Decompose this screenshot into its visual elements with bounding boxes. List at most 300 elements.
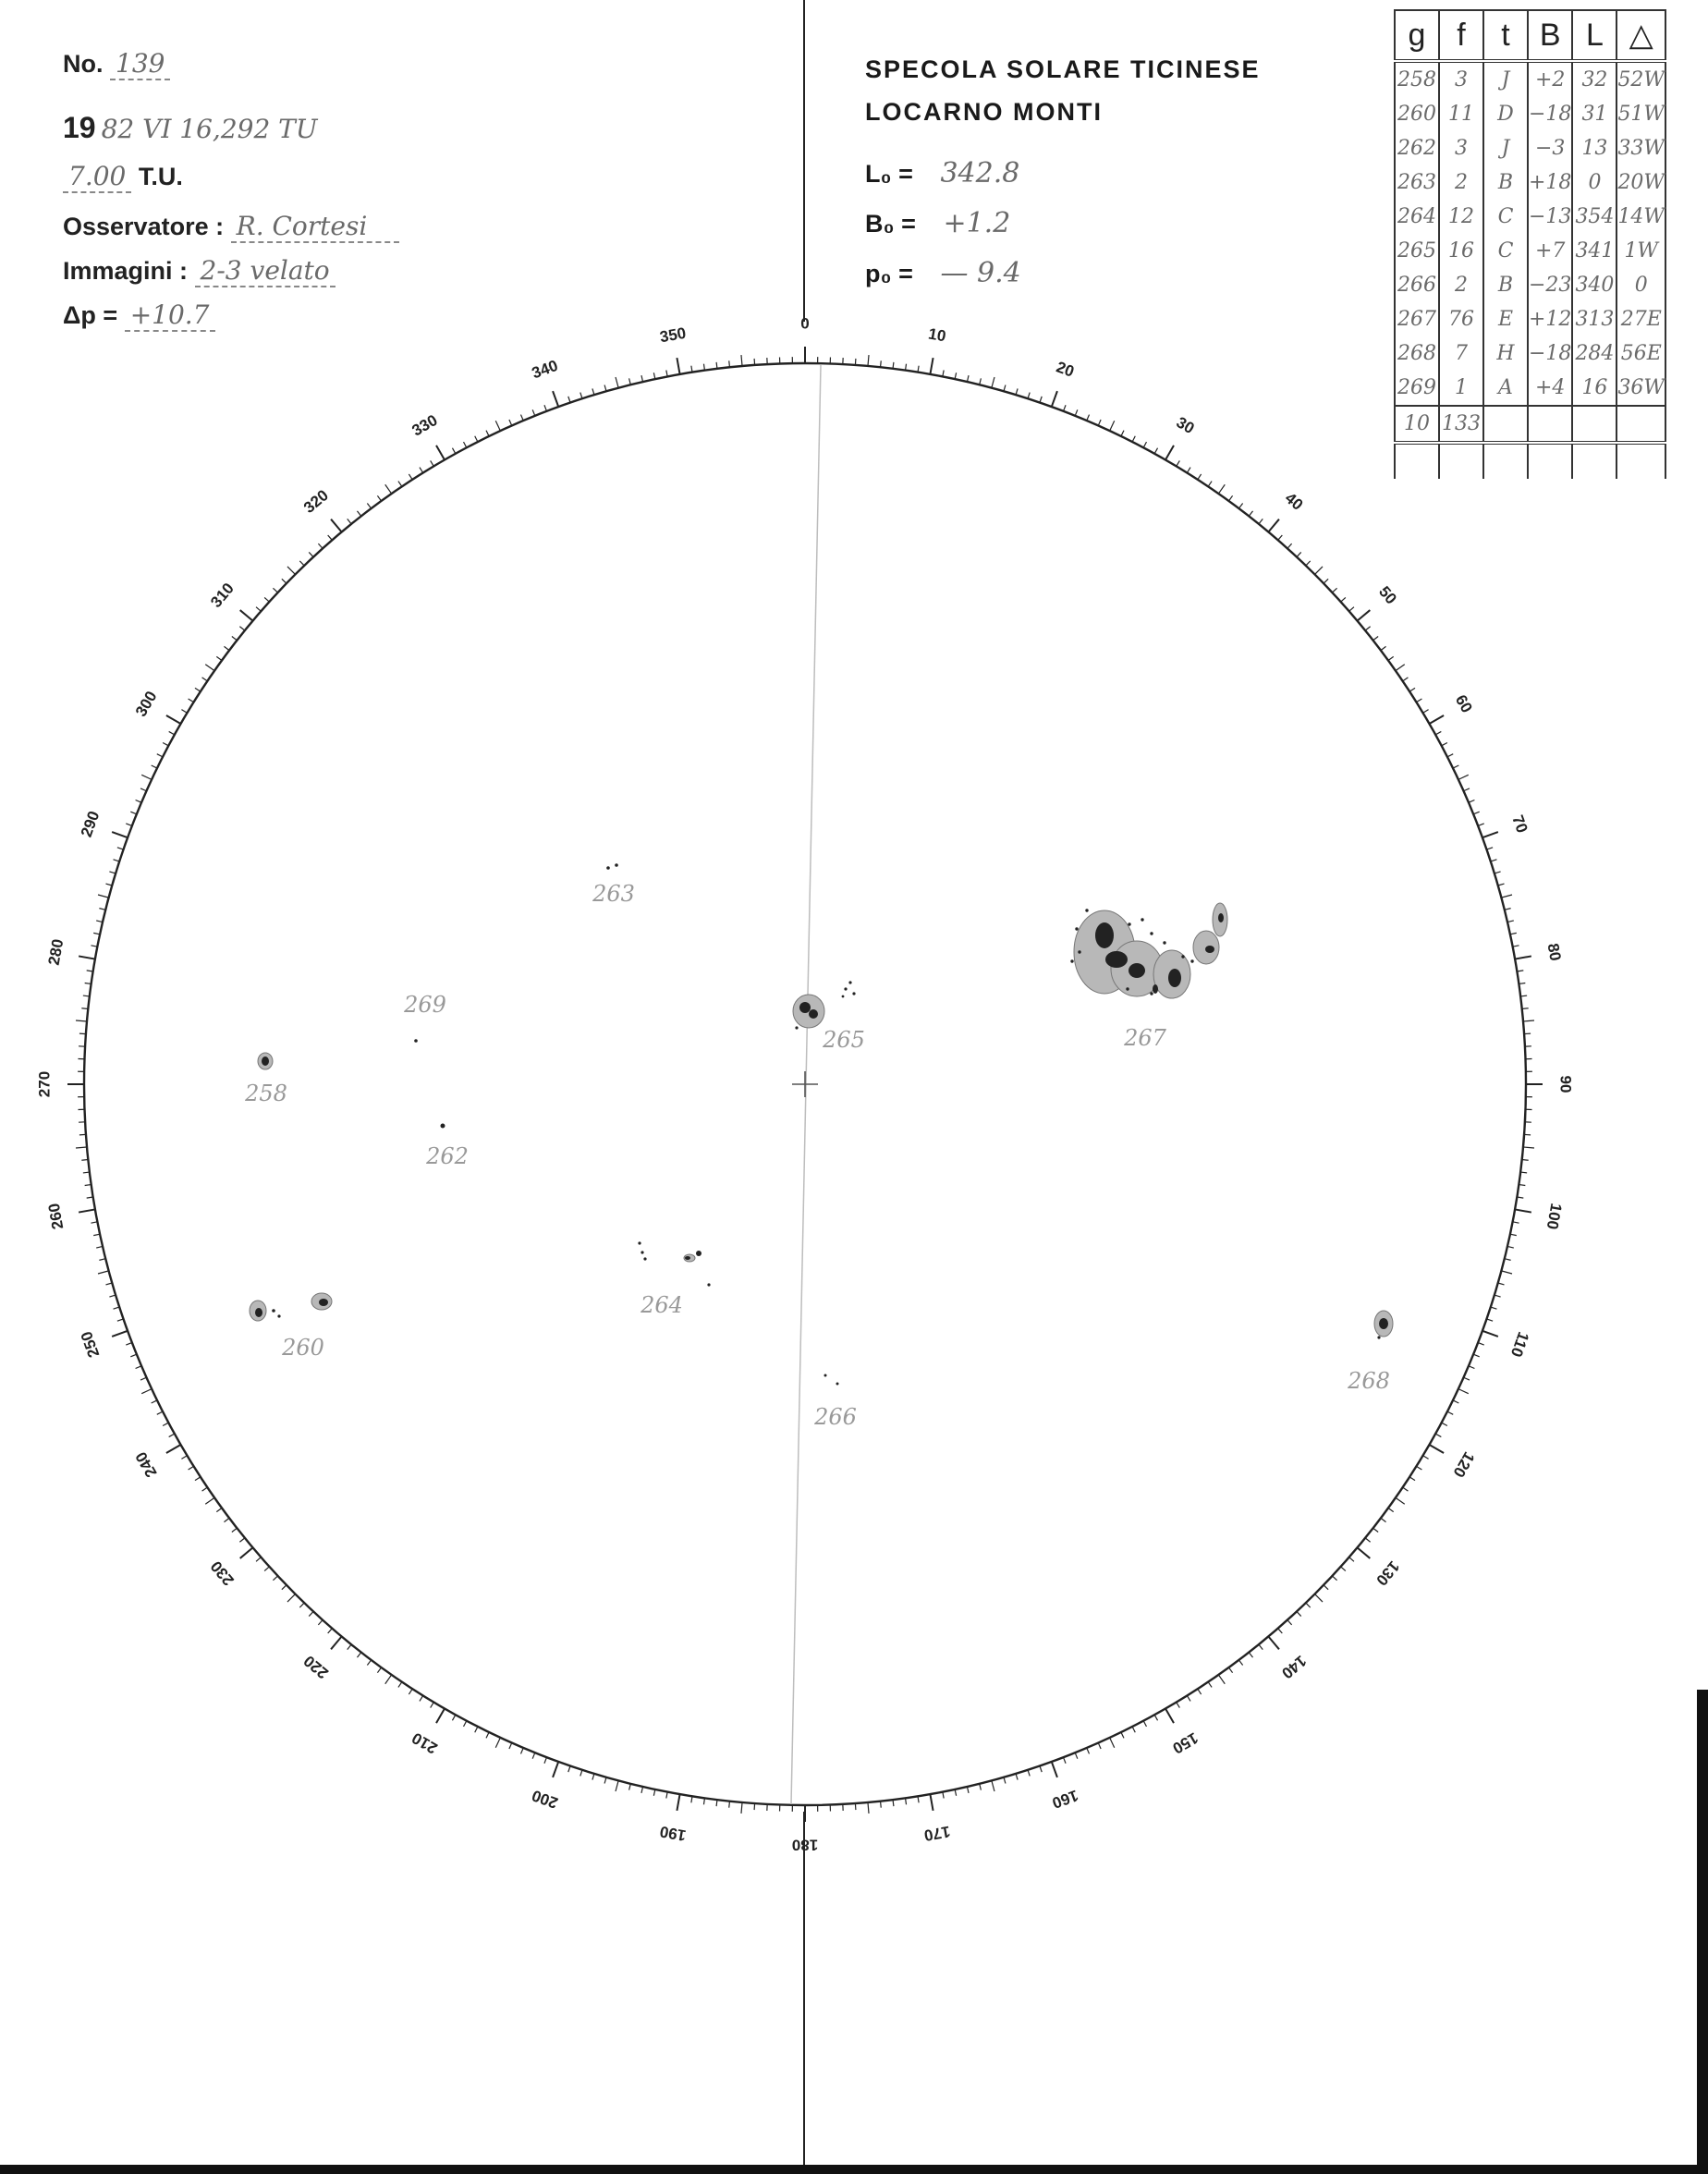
l0-value: 342.8 bbox=[940, 157, 1020, 189]
spot-pore bbox=[824, 1374, 827, 1377]
table-cell: H bbox=[1483, 336, 1528, 371]
table-cell: +7 bbox=[1528, 234, 1572, 268]
scale-tick bbox=[1228, 1667, 1232, 1673]
observer-label: Osservatore : bbox=[63, 213, 225, 240]
scale-tick bbox=[367, 503, 371, 508]
scale-tick bbox=[189, 699, 194, 702]
scale-tick bbox=[1473, 812, 1479, 814]
scale-tick bbox=[1416, 1466, 1421, 1470]
year-prefix: 19 bbox=[63, 111, 96, 144]
spot-umbra bbox=[799, 1002, 811, 1013]
spot-umbra bbox=[1205, 946, 1214, 953]
scale-tick bbox=[1004, 385, 1006, 391]
scale-tick bbox=[1473, 1354, 1479, 1357]
scale-tick bbox=[1494, 872, 1501, 873]
scale-tick bbox=[1087, 1748, 1090, 1753]
scale-label: 240 bbox=[131, 1448, 161, 1481]
scale-tick bbox=[299, 1603, 304, 1607]
scale-tick bbox=[641, 375, 643, 382]
spot-umbra bbox=[319, 1299, 328, 1306]
scale-tick bbox=[224, 646, 229, 650]
scale-label: 170 bbox=[922, 1822, 952, 1845]
scale-tick bbox=[385, 484, 392, 494]
scale-tick bbox=[398, 482, 402, 487]
scale-tick bbox=[1238, 503, 1242, 508]
scale-tick bbox=[716, 1800, 717, 1806]
scale-tick bbox=[1349, 607, 1354, 612]
scale-tick bbox=[653, 373, 654, 379]
scale-tick bbox=[967, 375, 969, 382]
scale-tick bbox=[943, 370, 944, 376]
scale-tick bbox=[81, 1008, 88, 1009]
scale-tick bbox=[1458, 775, 1469, 779]
scale-tick bbox=[1198, 474, 1202, 480]
scan-edge-shadow bbox=[1697, 1690, 1708, 2170]
scale-tick bbox=[1482, 1331, 1498, 1337]
scale-tick bbox=[98, 1271, 109, 1274]
sunspot-group-266 bbox=[824, 1374, 839, 1386]
b0-label: B₀ = bbox=[865, 210, 916, 238]
scale-tick bbox=[616, 377, 618, 388]
scale-label: 20 bbox=[1054, 358, 1077, 381]
scale-tick bbox=[91, 946, 97, 947]
scale-tick bbox=[140, 788, 146, 791]
scale-label: 350 bbox=[658, 324, 688, 347]
scale-tick bbox=[1358, 1547, 1371, 1558]
scale-tick bbox=[377, 1667, 381, 1673]
spot-pore bbox=[1377, 1336, 1380, 1338]
table-cell: 76 bbox=[1439, 302, 1483, 336]
scale-tick bbox=[117, 1319, 124, 1321]
observatory-location: LOCARNO MONTI bbox=[865, 98, 1103, 126]
scale-tick bbox=[544, 1757, 547, 1764]
scale-label: 0 bbox=[800, 314, 810, 333]
sunspot-group-265 bbox=[793, 981, 856, 1029]
scale-tick bbox=[1358, 610, 1371, 621]
scale-tick bbox=[166, 715, 181, 724]
spot-pore bbox=[1150, 932, 1153, 934]
table-cell: 51W bbox=[1616, 97, 1665, 131]
scale-tick bbox=[420, 1695, 423, 1701]
scale-tick bbox=[452, 448, 455, 454]
group-label: 262 bbox=[426, 1143, 469, 1169]
table-cell: 32 bbox=[1572, 61, 1616, 97]
scale-tick bbox=[1498, 884, 1505, 885]
scale-label: 60 bbox=[1451, 691, 1476, 716]
scale-tick bbox=[1515, 1209, 1531, 1212]
totals-cell: 133 bbox=[1439, 406, 1483, 443]
group-label: 260 bbox=[282, 1335, 324, 1361]
table-cell: −3 bbox=[1528, 131, 1572, 165]
scale-label: 290 bbox=[77, 808, 104, 840]
scale-tick bbox=[568, 397, 570, 403]
table-cell: 33W bbox=[1616, 131, 1665, 165]
time-unit: T.U. bbox=[138, 163, 183, 190]
scale-label: 80 bbox=[1543, 942, 1565, 963]
scale-tick bbox=[980, 1784, 982, 1790]
scale-tick bbox=[1396, 1497, 1405, 1504]
b0-value: +1.2 bbox=[943, 207, 1011, 239]
scale-tick bbox=[331, 1637, 342, 1650]
table-cell: J bbox=[1483, 131, 1528, 165]
table-cell: 11 bbox=[1439, 97, 1483, 131]
scale-tick bbox=[1132, 1727, 1135, 1732]
date-value: 82 VI 16,292 TU bbox=[101, 114, 318, 144]
table-cell: +12 bbox=[1528, 302, 1572, 336]
scale-label: 70 bbox=[1508, 812, 1531, 836]
table-cell: +18 bbox=[1528, 165, 1572, 200]
scale-tick bbox=[881, 360, 882, 367]
images-label: Immagini : bbox=[63, 257, 189, 285]
scale-tick bbox=[1491, 860, 1497, 861]
scale-tick bbox=[653, 1789, 654, 1796]
scale-tick bbox=[616, 1780, 618, 1791]
scale-tick bbox=[1365, 1538, 1370, 1542]
scale-tick bbox=[163, 1423, 168, 1425]
spot-pore bbox=[414, 1039, 418, 1043]
scale-tick bbox=[181, 710, 187, 714]
delta-p-value: +10.7 bbox=[125, 299, 215, 332]
scale-tick bbox=[98, 895, 109, 898]
scale-tick bbox=[1268, 1637, 1279, 1650]
table-cell: −13 bbox=[1528, 200, 1572, 234]
scale-tick bbox=[130, 1354, 136, 1357]
scale-tick bbox=[1498, 1283, 1505, 1285]
scale-tick bbox=[1469, 800, 1474, 802]
scale-tick bbox=[299, 561, 304, 566]
spot-pore bbox=[852, 992, 855, 995]
scale-tick bbox=[509, 420, 512, 425]
scale-tick bbox=[1278, 1629, 1283, 1633]
scale-label: 330 bbox=[409, 410, 441, 440]
scale-tick bbox=[1388, 1508, 1394, 1511]
table-cell: 263 bbox=[1395, 165, 1439, 200]
scale-label: 220 bbox=[300, 1652, 332, 1682]
scale-tick bbox=[509, 1743, 512, 1749]
spot-pore bbox=[848, 981, 851, 983]
scale-tick bbox=[1098, 1743, 1101, 1749]
scale-tick bbox=[431, 460, 434, 466]
scale-tick bbox=[992, 1780, 994, 1791]
spot-umbra bbox=[1379, 1318, 1388, 1329]
spot-umbra bbox=[1105, 951, 1128, 968]
scale-tick bbox=[282, 579, 287, 583]
scale-tick bbox=[1154, 1715, 1157, 1720]
scale-tick bbox=[486, 431, 489, 436]
scale-tick bbox=[992, 377, 994, 388]
sunspot-group-260 bbox=[250, 1293, 332, 1321]
scale-tick bbox=[955, 1789, 956, 1796]
scale-label: 110 bbox=[1507, 1329, 1533, 1360]
scale-tick bbox=[1016, 1774, 1018, 1780]
scale-tick bbox=[114, 1307, 120, 1309]
scale-tick bbox=[331, 519, 342, 532]
scale-tick bbox=[409, 474, 412, 480]
scale-tick bbox=[105, 884, 112, 885]
scale-tick bbox=[287, 1594, 295, 1602]
spot-pore bbox=[844, 987, 847, 990]
scale-tick bbox=[76, 1147, 87, 1148]
group-label: 268 bbox=[1348, 1368, 1390, 1394]
scale-tick bbox=[629, 1784, 631, 1790]
scale-tick bbox=[464, 442, 467, 447]
scale-tick bbox=[328, 1629, 333, 1633]
spot-umbra bbox=[255, 1308, 262, 1317]
scale-tick bbox=[1505, 909, 1511, 910]
spot-pore bbox=[1070, 959, 1073, 962]
observer-value: R. Cortesi bbox=[231, 211, 399, 243]
scale-tick bbox=[1423, 710, 1429, 714]
scale-label: 140 bbox=[1278, 1652, 1310, 1682]
scale-tick bbox=[152, 1400, 157, 1403]
scale-tick bbox=[273, 1576, 277, 1581]
spot-pore bbox=[643, 1257, 646, 1260]
scale-tick bbox=[1278, 535, 1283, 540]
table-cell: 341 bbox=[1572, 234, 1616, 268]
scale-tick bbox=[169, 731, 175, 734]
scale-tick bbox=[76, 1020, 87, 1021]
scale-tick bbox=[1064, 1757, 1067, 1764]
scale-label: 130 bbox=[1372, 1557, 1403, 1589]
scale-label: 10 bbox=[926, 324, 947, 346]
spot-pore bbox=[441, 1124, 445, 1129]
spot-umbra bbox=[1128, 963, 1145, 978]
scale-tick bbox=[666, 370, 667, 376]
spot-umbra bbox=[685, 1256, 690, 1260]
spot-umbra bbox=[696, 1251, 702, 1256]
table-cell: 284 bbox=[1572, 336, 1616, 371]
scale-tick bbox=[141, 1389, 152, 1394]
scale-tick bbox=[1110, 1738, 1115, 1748]
scale-tick bbox=[1143, 442, 1146, 447]
spot-pore bbox=[615, 863, 618, 867]
group-label: 267 bbox=[1124, 1025, 1166, 1051]
scale-tick bbox=[980, 378, 982, 385]
scale-tick bbox=[1259, 1644, 1263, 1649]
scale-tick bbox=[1154, 448, 1157, 454]
table-cell: 2 bbox=[1439, 165, 1483, 200]
scale-label: 340 bbox=[529, 356, 561, 383]
scale-tick bbox=[1324, 1585, 1328, 1590]
scale-tick bbox=[109, 872, 116, 873]
scale-tick bbox=[604, 385, 606, 391]
scale-tick bbox=[1121, 1732, 1124, 1738]
scale-tick bbox=[1515, 956, 1531, 959]
scale-tick bbox=[580, 393, 582, 399]
scale-tick bbox=[1487, 1319, 1494, 1321]
scale-tick bbox=[1228, 495, 1232, 501]
table-cell: 267 bbox=[1395, 302, 1439, 336]
scale-tick bbox=[1381, 1518, 1386, 1521]
scale-tick bbox=[1208, 482, 1212, 487]
scale-tick bbox=[181, 1456, 187, 1460]
images-value: 2-3 velato bbox=[195, 255, 336, 287]
spot-umbra bbox=[262, 1056, 269, 1066]
scale-tick bbox=[553, 391, 558, 407]
scale-tick bbox=[930, 1794, 933, 1811]
scale-tick bbox=[1324, 579, 1328, 583]
scale-tick bbox=[157, 1411, 163, 1414]
table-cell: 3 bbox=[1439, 61, 1483, 97]
scale-tick bbox=[1098, 420, 1101, 425]
scale-label: 160 bbox=[1049, 1786, 1081, 1813]
scale-tick bbox=[189, 1466, 194, 1470]
table-cell: 16 bbox=[1572, 371, 1616, 406]
table-header-cell: f bbox=[1439, 10, 1483, 61]
scale-tick bbox=[357, 1653, 360, 1658]
scale-tick bbox=[967, 1787, 969, 1793]
scale-tick bbox=[580, 1770, 582, 1777]
scale-tick bbox=[1315, 1594, 1323, 1602]
scale-tick bbox=[1218, 484, 1225, 494]
table-cell: 340 bbox=[1572, 268, 1616, 302]
scale-tick bbox=[1028, 1770, 1030, 1777]
scale-tick bbox=[205, 1497, 214, 1504]
table-cell: −18 bbox=[1528, 97, 1572, 131]
scale-tick bbox=[1435, 1434, 1441, 1436]
sunspot-group-264 bbox=[638, 1241, 710, 1286]
scale-tick bbox=[1478, 1343, 1484, 1346]
scale-tick bbox=[1458, 1389, 1469, 1394]
scale-tick bbox=[1341, 1567, 1346, 1571]
scale-tick bbox=[729, 360, 730, 367]
scale-tick bbox=[1306, 561, 1311, 566]
scale-tick bbox=[1052, 391, 1057, 407]
scale-tick bbox=[152, 765, 157, 768]
scale-tick bbox=[367, 1660, 371, 1666]
sunspot-group-258 bbox=[258, 1053, 273, 1069]
table-cell: J bbox=[1483, 61, 1528, 97]
scale-tick bbox=[1522, 1160, 1529, 1161]
scale-tick bbox=[318, 544, 323, 548]
scale-tick bbox=[1423, 1456, 1429, 1460]
scale-tick bbox=[1306, 1603, 1311, 1607]
scale-tick bbox=[1187, 1695, 1190, 1701]
group-label: 264 bbox=[640, 1292, 683, 1318]
scale-tick bbox=[1507, 921, 1514, 922]
scale-tick bbox=[1510, 933, 1517, 934]
scale-tick bbox=[224, 1518, 229, 1521]
table-cell: 31 bbox=[1572, 97, 1616, 131]
group-label: 269 bbox=[404, 992, 446, 1018]
scale-tick bbox=[112, 1331, 128, 1337]
scale-label: 90 bbox=[1556, 1075, 1575, 1093]
scale-tick bbox=[239, 627, 244, 630]
table-cell: 3 bbox=[1439, 131, 1483, 165]
table-cell: 1W bbox=[1616, 234, 1665, 268]
scale-tick bbox=[741, 355, 742, 366]
scale-tick bbox=[553, 1762, 558, 1777]
scale-label: 230 bbox=[207, 1557, 238, 1589]
scale-tick bbox=[1165, 1708, 1174, 1723]
scale-tick bbox=[1075, 409, 1078, 415]
group-labels bbox=[244, 881, 1390, 1430]
scale-tick bbox=[1403, 678, 1409, 681]
scale-label: 280 bbox=[44, 937, 67, 967]
time-value: 7.00 bbox=[63, 161, 131, 193]
scale-tick bbox=[1501, 895, 1512, 898]
scale-tick bbox=[1087, 415, 1090, 421]
scale-tick bbox=[1510, 1234, 1517, 1235]
scale-tick bbox=[475, 436, 478, 442]
scale-tick bbox=[868, 1802, 869, 1814]
spot-pore bbox=[795, 1026, 798, 1029]
sunspot-group-268 bbox=[1374, 1311, 1393, 1339]
scale-tick bbox=[431, 1703, 434, 1708]
disk-grid bbox=[84, 363, 1526, 1805]
scale-tick bbox=[232, 636, 238, 640]
scale-tick bbox=[1453, 1400, 1458, 1403]
table-header-cell: g bbox=[1395, 10, 1439, 61]
scale-tick bbox=[1341, 597, 1346, 602]
table-cell: 266 bbox=[1395, 268, 1439, 302]
scale-tick bbox=[1287, 1620, 1292, 1625]
scale-label: 120 bbox=[1449, 1448, 1479, 1481]
scale-tick bbox=[1409, 1477, 1415, 1481]
table-cell: C bbox=[1483, 200, 1528, 234]
group-label: 265 bbox=[823, 1027, 865, 1053]
spot-pore bbox=[272, 1309, 275, 1313]
spot-pore bbox=[1128, 922, 1130, 925]
scale-tick bbox=[1365, 627, 1370, 630]
scale-tick bbox=[96, 1246, 103, 1248]
scale-tick bbox=[1143, 1721, 1146, 1727]
scale-tick bbox=[868, 355, 869, 366]
spot-pore bbox=[1075, 927, 1078, 930]
l0-label: L₀ = bbox=[865, 160, 913, 188]
p0-label: p₀ = bbox=[865, 260, 913, 287]
spot-pore bbox=[1190, 959, 1193, 962]
table-cell: 268 bbox=[1395, 336, 1439, 371]
sunspot-group-262 bbox=[441, 1124, 445, 1129]
scale-tick bbox=[604, 1777, 606, 1784]
scale-tick bbox=[166, 1445, 181, 1453]
scale-tick bbox=[136, 1366, 141, 1369]
scale-tick bbox=[943, 1792, 944, 1799]
scale-tick bbox=[282, 1585, 287, 1590]
scale-tick bbox=[136, 800, 141, 802]
scale-label: 150 bbox=[1169, 1728, 1202, 1758]
scale-tick bbox=[256, 1557, 261, 1562]
spot-pore bbox=[1078, 950, 1080, 953]
scale-tick bbox=[1165, 446, 1174, 460]
scale-tick bbox=[83, 995, 90, 996]
totals-cell: 10 bbox=[1395, 406, 1439, 443]
scale-tick bbox=[112, 832, 128, 837]
scale-tick bbox=[240, 1547, 253, 1558]
table-cell: 16 bbox=[1439, 234, 1483, 268]
table-cell: −18 bbox=[1528, 336, 1572, 371]
scale-tick bbox=[592, 1774, 594, 1780]
scale-tick bbox=[1520, 1172, 1527, 1173]
scale-tick bbox=[436, 1708, 445, 1723]
scale-tick bbox=[1513, 1222, 1519, 1223]
scale-tick bbox=[486, 1732, 489, 1738]
scale-tick bbox=[475, 1727, 478, 1732]
table-cell: +4 bbox=[1528, 371, 1572, 406]
group-label: 266 bbox=[814, 1404, 857, 1430]
scale-tick bbox=[91, 1222, 97, 1223]
scale-tick bbox=[436, 446, 445, 460]
table-cell: 56E bbox=[1616, 336, 1665, 371]
scale-tick bbox=[1332, 1576, 1336, 1581]
table-cell: D bbox=[1483, 97, 1528, 131]
spot-pore bbox=[842, 995, 845, 998]
scale-tick bbox=[592, 388, 594, 395]
sunspot-group-269 bbox=[414, 1039, 418, 1043]
scale-tick bbox=[1429, 1445, 1444, 1453]
table-header-cell: B bbox=[1528, 10, 1572, 61]
